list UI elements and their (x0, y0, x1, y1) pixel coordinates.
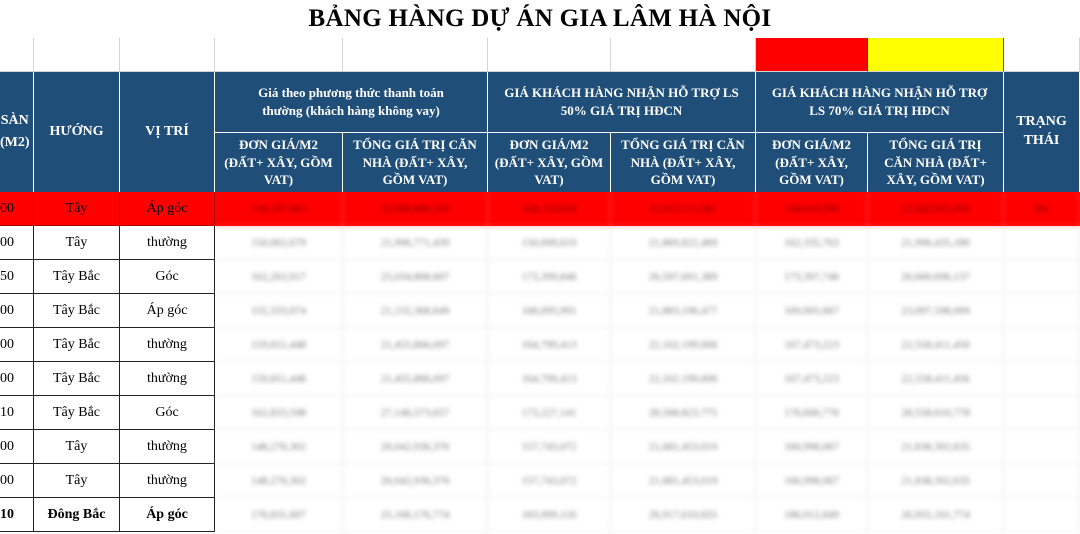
cell-price-blurred[interactable]: 22,558,411,456 (868, 328, 1004, 362)
empty-cell[interactable] (343, 38, 488, 72)
cell-price-blurred[interactable]: 26,955,161,774 (868, 498, 1004, 532)
cell-status[interactable] (1004, 498, 1080, 532)
cell-price-blurred[interactable]: 21,996,771,439 (343, 226, 488, 260)
cell-status[interactable] (1004, 260, 1080, 294)
cell-price-blurred[interactable]: 186,012,649 (756, 498, 868, 532)
header-status: TRẠNG THÁI (1004, 72, 1080, 192)
cell-price-blurred[interactable]: 21,996,435,180 (868, 226, 1004, 260)
empty-cell[interactable] (1004, 38, 1080, 72)
cell-price-blurred[interactable]: 159,651,448 (215, 362, 343, 396)
cell-price-blurred[interactable]: 22,988,886,163 (343, 192, 488, 226)
header-unit-price-standard: ĐƠN GIÁ/M2 (ĐẤT+ XÂY, GỒM VAT) (215, 132, 343, 192)
cell-status[interactable] (1004, 294, 1080, 328)
cell-area[interactable]: 10 (0, 396, 34, 430)
cell-price-blurred[interactable]: 157,743,072 (488, 430, 611, 464)
table-row[interactable] (0, 430, 1080, 464)
cell-direction[interactable]: Đông Bắc (34, 498, 120, 532)
header-total-price-50: TỔNG GIÁ TRỊ CĂN NHÀ (ĐẤT+ XÂY, GỒM VAT) (611, 132, 756, 192)
cell-direction[interactable]: Tây Bắc (34, 396, 120, 430)
cell-price-blurred[interactable]: 164,799,413 (488, 328, 611, 362)
cell-price-blurred[interactable]: 150,099,619 (488, 226, 611, 260)
cell-position[interactable]: thường (120, 328, 215, 362)
cell-price-blurred[interactable]: 148,276,302 (215, 464, 343, 498)
cell-position[interactable]: thường (120, 362, 215, 396)
cell-price-blurred[interactable]: 26,597,691,389 (611, 260, 756, 294)
cell-direction[interactable]: Tây Bắc (34, 294, 120, 328)
top-empty-row (0, 38, 1080, 72)
cell-position[interactable]: thường (120, 226, 215, 260)
cell-price-blurred[interactable]: 22,558,411,456 (868, 362, 1004, 396)
legend-red-cell[interactable] (756, 38, 868, 72)
cell-area[interactable]: 00 (0, 192, 34, 226)
empty-cell[interactable] (488, 38, 611, 72)
cell-position[interactable]: Áp góc (120, 192, 215, 226)
cell-price-blurred[interactable]: 169,005,667 (756, 294, 868, 328)
cell-price-blurred[interactable]: 168,095,991 (488, 294, 611, 328)
cell-price-blurred[interactable]: 156,107,063 (215, 192, 343, 226)
cell-area[interactable]: 10 (0, 498, 34, 532)
cell-price-blurred[interactable]: 162,335,763 (756, 226, 868, 260)
cell-price-blurred[interactable]: 150,002,679 (215, 226, 343, 260)
cell-price-blurred[interactable]: 20,042,936,376 (343, 464, 488, 498)
cell-area[interactable]: 50 (0, 260, 34, 294)
cell-status[interactable] (1004, 226, 1080, 260)
cell-price-blurred[interactable]: 21,869,822,469 (611, 226, 756, 260)
cell-price-blurred[interactable]: 22,102,199,606 (611, 328, 756, 362)
cell-area[interactable]: 00 (0, 294, 34, 328)
cell-price-blurred[interactable]: 27,146,573,657 (343, 396, 488, 430)
cell-area[interactable]: 00 (0, 362, 34, 396)
cell-direction[interactable]: Tây (34, 430, 120, 464)
cell-direction[interactable]: Tây (34, 192, 120, 226)
header-total-price-standard: TỔNG GIÁ TRỊ CĂN NHÀ (ĐẤT+ XÂY, GỒM VAT) (343, 132, 488, 192)
cell-price-blurred[interactable]: 176,831,607 (215, 498, 343, 532)
table-row[interactable] (0, 396, 1080, 430)
cell-position[interactable]: Áp góc (120, 294, 215, 328)
cell-area[interactable]: 00 (0, 328, 34, 362)
header-direction: HƯỚNG (34, 72, 120, 192)
cell-price-blurred[interactable]: 22,102,199,606 (611, 362, 756, 396)
cell-price-blurred[interactable]: 21,838,392,635 (868, 464, 1004, 498)
cell-price-blurred[interactable]: 21,681,453,019 (611, 430, 756, 464)
empty-cell[interactable] (0, 38, 34, 72)
cell-price-blurred[interactable]: 21,883,196,477 (611, 294, 756, 328)
cell-price-blurred[interactable]: 21,838,392,635 (868, 430, 1004, 464)
header-group-50: GIÁ KHÁCH HÀNG NHẬN HỖ TRỢ LS 50% GIÁ TRỊ HĐCN (488, 72, 756, 132)
sheet-title: BẢNG HÀNG DỰ ÁN GIA LÂM HÀ NỘI (308, 5, 772, 32)
cell-price-blurred[interactable]: 26,917,610,655 (611, 498, 756, 532)
cell-position[interactable]: thường (120, 430, 215, 464)
cell-price-blurred[interactable]: 21,923,111,061 (611, 192, 756, 226)
cell-position[interactable]: Góc (120, 396, 215, 430)
header-position: VỊ TRÍ (120, 72, 215, 192)
cell-price-blurred[interactable]: 157,743,072 (488, 464, 611, 498)
cell-price-blurred[interactable]: 164,799,413 (488, 362, 611, 396)
cell-price-blurred[interactable]: 148,114,028 (488, 192, 611, 226)
table-row[interactable] (0, 192, 1080, 226)
table-row[interactable] (0, 260, 1080, 294)
cell-area[interactable]: 00 (0, 430, 34, 464)
cell-position[interactable]: Góc (120, 260, 215, 294)
cell-direction[interactable]: Tây Bắc (34, 260, 120, 294)
cell-position[interactable]: thường (120, 464, 215, 498)
cell-status[interactable] (1004, 396, 1080, 430)
cell-price-blurred[interactable]: 162,833,598 (215, 396, 343, 430)
cell-price-blurred[interactable]: 28,558,610,778 (868, 396, 1004, 430)
cell-price-blurred[interactable]: 167,473,223 (756, 362, 868, 396)
cell-position[interactable]: Áp góc (120, 498, 215, 532)
cell-price-blurred[interactable]: 173,227,141 (488, 396, 611, 430)
table-row[interactable] (0, 328, 1080, 362)
cell-price-blurred[interactable]: 176,606,776 (756, 396, 868, 430)
cell-price-blurred[interactable]: 160,998,067 (756, 430, 868, 464)
header-group-standard: Giá theo phương thức thanh toán thường (khách hàng không vay) (215, 72, 488, 132)
cell-price-blurred[interactable]: 173,397,746 (756, 260, 868, 294)
cell-price-blurred[interactable]: 159,651,448 (215, 328, 343, 362)
cell-price-blurred[interactable]: 21,455,866,097 (343, 328, 488, 362)
cell-price-blurred[interactable]: 28,568,823,775 (611, 396, 756, 430)
empty-cell[interactable] (215, 38, 343, 72)
cell-status[interactable] (1004, 328, 1080, 362)
header-area: SÀN (M2) (0, 72, 34, 192)
cell-area[interactable]: 00 (0, 464, 34, 498)
cell-direction[interactable]: Tây Bắc (34, 362, 120, 396)
header-total-price-70: TỔNG GIÁ TRỊ CĂN NHÀ (ĐẤT+ XÂY, GỒM VAT) (868, 132, 1004, 192)
cell-price-blurred[interactable]: 162,263,917 (215, 260, 343, 294)
cell-price-blurred[interactable]: 23,097,598,009 (868, 294, 1004, 328)
legend-yellow-cell[interactable] (868, 38, 1004, 72)
table-row[interactable] (0, 294, 1080, 328)
cell-price-blurred[interactable]: 25,166,176,774 (343, 498, 488, 532)
cell-price-blurred[interactable]: 26,600,696,137 (868, 260, 1004, 294)
cell-price-blurred[interactable]: 20,042,936,376 (343, 430, 488, 464)
cell-status[interactable]: Đã (1004, 192, 1080, 226)
table-row[interactable] (0, 226, 1080, 260)
header-unit-price-50: ĐƠN GIÁ/M2 (ĐẤT+ XÂY, GỒM VAT) (488, 132, 611, 192)
cell-price-blurred[interactable]: 155,333,074 (215, 294, 343, 328)
empty-cell[interactable] (34, 38, 120, 72)
cell-price-blurred[interactable]: 183,999,116 (488, 498, 611, 532)
empty-cell[interactable] (611, 38, 756, 72)
header-unit-price-70: ĐƠN GIÁ/M2 (ĐẤT+ XÂY, GỒM VAT) (756, 132, 868, 192)
table-row[interactable] (0, 362, 1080, 396)
cell-price-blurred[interactable]: 160,998,067 (756, 464, 868, 498)
cell-price-blurred[interactable]: 21,455,866,097 (343, 362, 488, 396)
cell-status[interactable] (1004, 464, 1080, 498)
cell-price-blurred[interactable]: 21,681,453,019 (611, 464, 756, 498)
cell-price-blurred[interactable]: 148,019,996 (756, 192, 868, 226)
cell-direction[interactable]: Tây (34, 226, 120, 260)
table-row[interactable] (0, 464, 1080, 498)
cell-status[interactable] (1004, 362, 1080, 396)
cell-direction[interactable]: Tây (34, 464, 120, 498)
cell-status[interactable] (1004, 430, 1080, 464)
cell-price-blurred[interactable]: 21,842,955,063 (868, 192, 1004, 226)
cell-price-blurred[interactable]: 167,473,223 (756, 328, 868, 362)
cell-price-blurred[interactable]: 25,034,808,667 (343, 260, 488, 294)
cell-price-blurred[interactable]: 21,155,368,649 (343, 294, 488, 328)
empty-cell[interactable] (120, 38, 215, 72)
cell-price-blurred[interactable]: 173,399,846 (488, 260, 611, 294)
table-row[interactable] (0, 498, 1080, 532)
cell-area[interactable]: 00 (0, 226, 34, 260)
header-group-70: GIÁ KHÁCH HÀNG NHẬN HỖ TRỢ LS 70% GIÁ TRỊ HĐCN (756, 72, 1004, 132)
cell-price-blurred[interactable]: 148,276,302 (215, 430, 343, 464)
cell-direction[interactable]: Tây Bắc (34, 328, 120, 362)
